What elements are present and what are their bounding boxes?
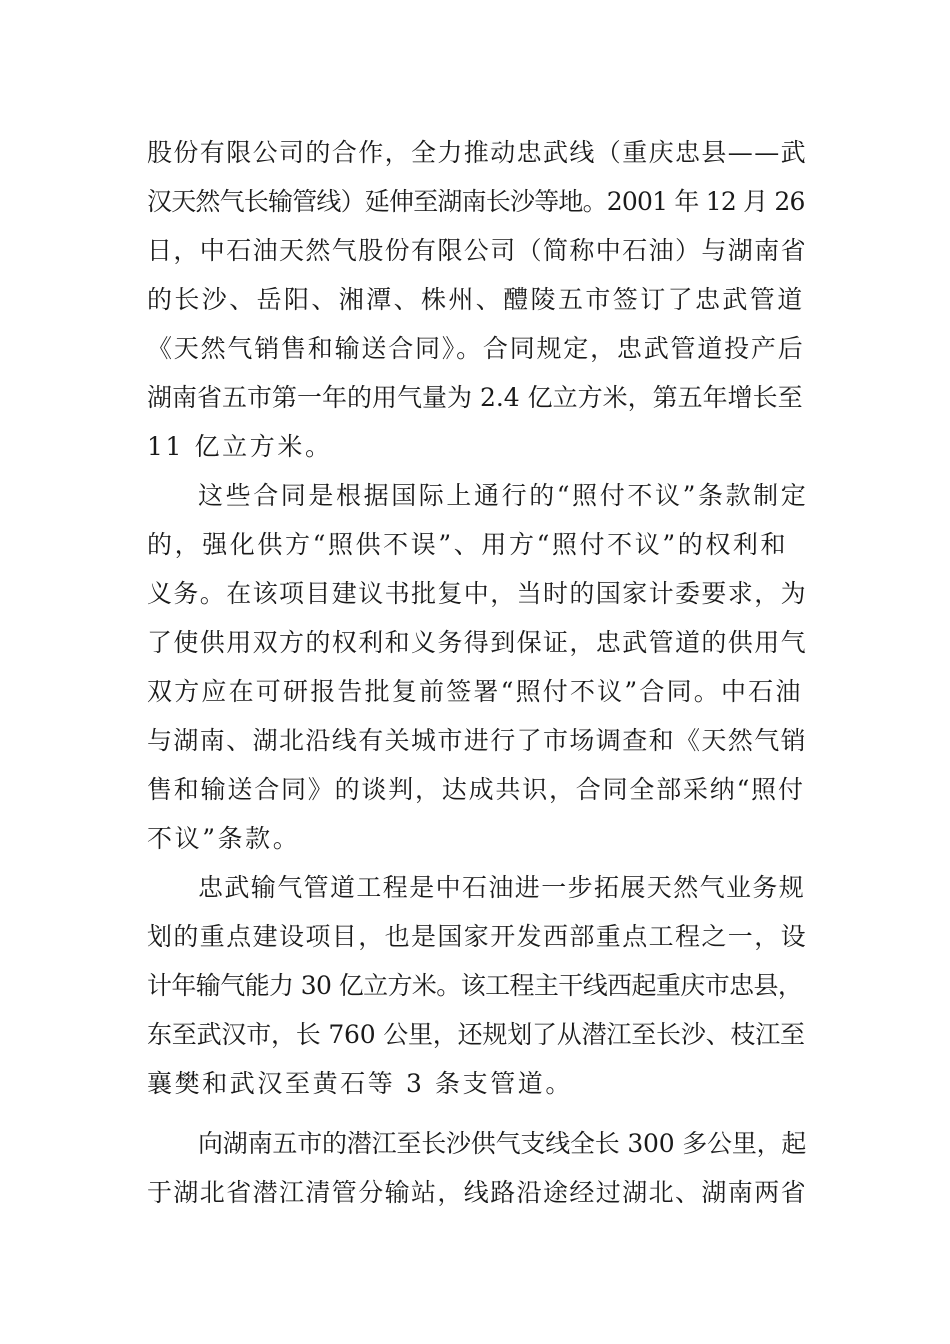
text-line-3: 日，中石油天然气股份有限公司（简称中石油）与湖南省: [147, 236, 808, 265]
text-line-11: 了使供用双方的权利和义务得到保证，忠武管道的供用气: [147, 628, 808, 657]
text-line-13: 与湖南、湖北沿线有关城市进行了市场调查和《天然气销: [147, 726, 808, 755]
text-line-21: 向湖南五市的潜江至长沙供气支线全长 300 多公里，起: [198, 1129, 807, 1158]
text-line-16: 忠武输气管道工程是中石油进一步拓展天然气业务规: [198, 873, 806, 902]
text-line-6: 湖南省五市第一年的用气量为 2.4 亿立方米，第五年增长至: [147, 383, 803, 412]
text-line-1: 股份有限公司的合作，全力推动忠武线（重庆忠县——武: [147, 138, 808, 167]
text-line-17: 划的重点建设项目，也是国家开发西部重点工程之一，设: [147, 922, 808, 951]
text-line-10: 义务。在该项目建议书批复中，当时的国家计委要求，为: [147, 579, 808, 608]
text-line-9: 的，强化供方“照供不误”、用方“照付不议”的权利和: [147, 530, 789, 559]
text-line-5: 《天然气销售和输送合同》。合同规定，忠武管道投产后: [147, 334, 805, 363]
text-line-12: 双方应在可研报告批复前签署“照付不议”合同。中石油: [147, 677, 803, 706]
text-line-8: 这些合同是根据国际上通行的“照付不议”条款制定: [198, 481, 809, 510]
text-line-7: 11 亿立方米。: [147, 432, 333, 461]
text-line-14: 售和输送合同》的谈判，达成共识，合同全部采纳“照付: [147, 775, 805, 804]
text-line-20: 襄樊和武汉至黄石等 3 条支管道。: [147, 1069, 574, 1098]
text-line-15: 不议”条款。: [147, 824, 301, 853]
text-line-4: 的长沙、岳阳、湘潭、株州、醴陵五市签订了忠武管道: [147, 285, 805, 314]
text-line-19: 东至武汉市，长 760 公里，还规划了从潜江至长沙、枝江至: [147, 1020, 805, 1049]
text-line-2: 汉天然气长输管线）延伸至湖南长沙等地。2001 年 12 月 26: [147, 187, 805, 216]
text-line-18: 计年输气能力 30 亿立方米。该工程主干线西起重庆市忠县，: [147, 971, 803, 1000]
text-line-22: 于湖北省潜江清管分输站，线路沿途经过湖北、湖南两省: [147, 1178, 808, 1207]
